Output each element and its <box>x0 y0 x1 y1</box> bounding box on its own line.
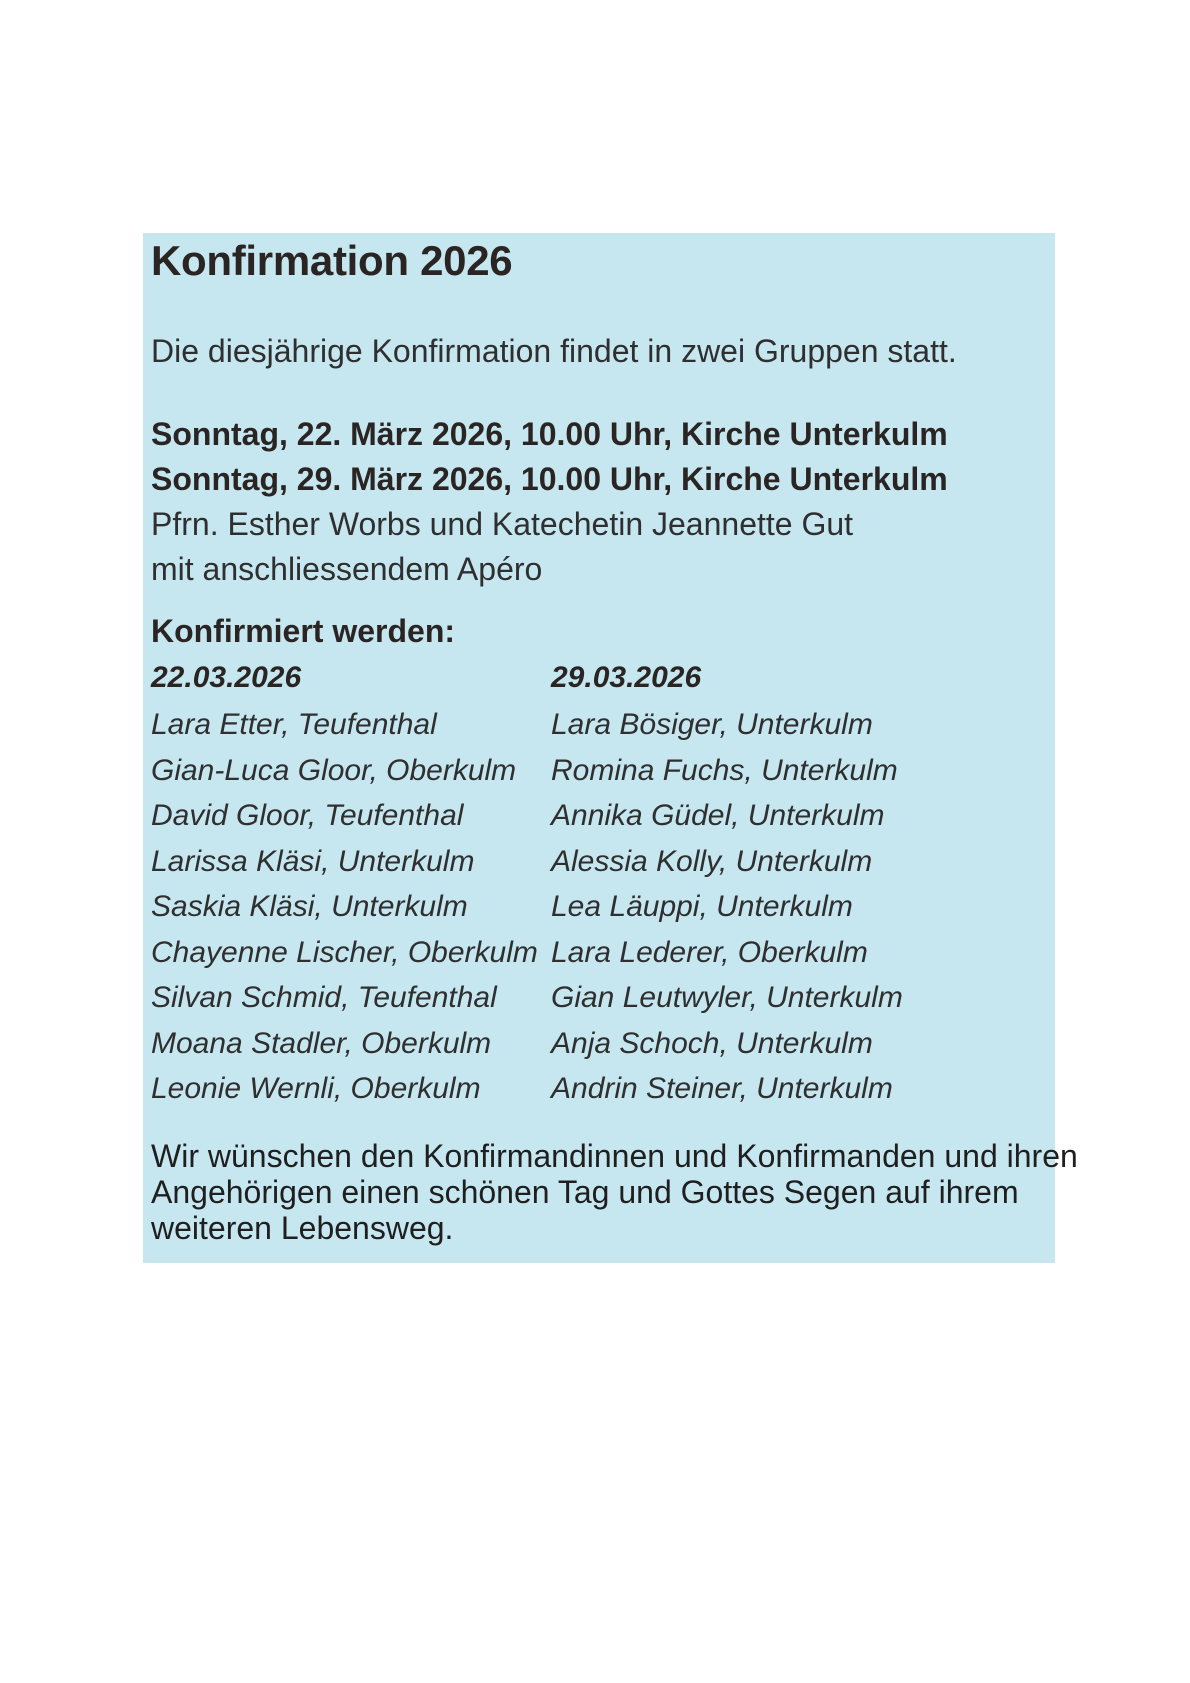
group-second-date: 29.03.2026 <box>551 661 702 694</box>
confirmand-name: Lara Lederer, Oberkulm <box>551 935 868 969</box>
confirmand-name: Lara Etter, Teufenthal <box>151 708 437 741</box>
confirmand-name: Saskia Kläsi, Unterkulm <box>151 890 468 923</box>
confirmand-name: Leonie Wernli, Oberkulm <box>151 1072 481 1105</box>
service-date-first: Sonntag, 22. März 2026, 10.00 Uhr, Kirche Unterkulm <box>151 416 948 452</box>
group-first-names <box>151 707 538 1117</box>
confirmand-name: Gian-Luca Gloor, Oberkulm <box>151 753 517 787</box>
group-second-column <box>551 661 903 1117</box>
confirmand-name: Andrin Steiner, Unterkulm <box>551 1072 893 1105</box>
closing-line: weiteren Lebensweg. <box>151 1210 454 1246</box>
confirmand-name: Lara Bösiger, Unterkulm <box>551 708 873 741</box>
confirmation-notice <box>143 233 1078 1263</box>
service-date-second: Sonntag, 29. März 2026, 10.00 Uhr, Kirche Unterkulm <box>151 461 948 497</box>
clergy-line: Pfrn. Esther Worbs und Katechetin Jeannette Gut <box>151 506 854 542</box>
confirmand-name: David Gloor, Teufenthal <box>151 799 464 832</box>
confirmand-name: Silvan Schmid, Teufenthal <box>151 981 497 1014</box>
confirmand-name: Chayenne Lischer, Oberkulm <box>151 935 538 969</box>
apero-line: mit anschliessendem Apéro <box>151 551 543 587</box>
intro-text: Die diesjährige Konfirmation findet in zwei Gruppen statt. <box>151 333 957 369</box>
notice-title: Konfirmation 2026 <box>151 237 513 284</box>
confirmand-name: Romina Fuchs, Unterkulm <box>551 753 898 787</box>
closing-line: Wir wünschen den Konfirmandinnen und Konfirmanden und ihren <box>151 1138 1078 1174</box>
confirmand-name: Lea Läuppi, Unterkulm <box>551 890 853 923</box>
confirmand-name: Larissa Kläsi, Unterkulm <box>151 844 475 878</box>
group-first-date: 22.03.2026 <box>151 661 302 694</box>
confirmand-name: Alessia Kolly, Unterkulm <box>551 844 873 878</box>
closing-text <box>151 1138 1078 1246</box>
confirmand-name: Moana Stadler, Oberkulm <box>151 1026 492 1060</box>
closing-line: Angehörigen einen schönen Tag und Gottes Segen auf ihrem <box>151 1174 1019 1210</box>
confirmand-name: Gian Leutwyler, Unterkulm <box>551 981 903 1014</box>
group-second-names <box>551 707 903 1117</box>
confirmands-heading: Konfirmiert werden: <box>151 613 456 649</box>
confirmand-name: Anja Schoch, Unterkulm <box>551 1026 873 1060</box>
confirmand-name: Annika Güdel, Unterkulm <box>551 799 885 832</box>
group-first-column <box>151 661 538 1117</box>
